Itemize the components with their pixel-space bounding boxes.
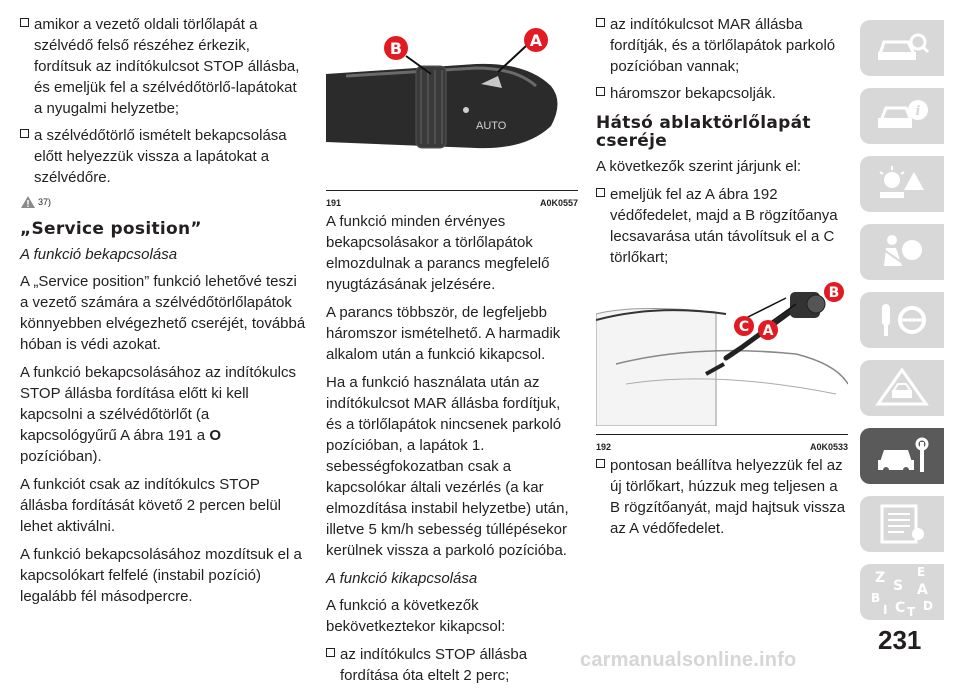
figure-191 xyxy=(326,14,578,182)
list-item xyxy=(20,14,308,119)
label-b: B xyxy=(389,39,403,58)
airbag-seat-icon xyxy=(874,232,930,272)
warning-reference-number: 37) xyxy=(38,196,52,207)
index-letters-icon xyxy=(867,566,937,618)
svg-text:C: C xyxy=(895,600,906,616)
figure-192 xyxy=(596,274,848,426)
checkbox-bullet-icon xyxy=(596,18,605,27)
tab-warning-lights[interactable] xyxy=(860,156,944,212)
figure-number: 191 xyxy=(326,198,342,208)
tab-emergency[interactable] xyxy=(860,360,944,416)
figure-code: A0K0557 xyxy=(539,198,578,208)
figure-number: 192 xyxy=(596,442,612,452)
label-a: A xyxy=(762,323,774,339)
figure-caption-192 xyxy=(596,434,848,452)
subheading-deactivation: A funkció kikapcsolása xyxy=(326,570,478,587)
paragraph: A funkciót csak az indítókulcs STOP állásba fordítását követő 2 percen belül lehet aktiválni. xyxy=(20,476,281,535)
column-1 xyxy=(20,14,308,614)
wiper-stalk-illustration xyxy=(326,14,578,182)
paragraph-text: pozícióban). xyxy=(20,448,102,465)
list-item xyxy=(596,455,848,539)
tab-car-knowledge[interactable] xyxy=(860,20,944,76)
list-item-text: emeljük fel az A ábra 192 védőfedelet, majd a B rögzítőanya lecsavarása után távolítsuk el a C törlőkart; xyxy=(610,186,838,266)
watermark: carmanualsonline.info xyxy=(580,649,797,671)
label-c: C xyxy=(738,319,750,335)
tab-servicing-maintenance[interactable] xyxy=(860,428,944,484)
key-steering-icon xyxy=(874,300,930,340)
tab-safety[interactable] xyxy=(860,224,944,280)
paragraph: A parancs többször, de legfeljebb háromszor ismételhető. A harmadik alkalom után a funkció kikapcsol. xyxy=(326,304,561,363)
paragraph: A funkció bekapcsolásához mozdítsuk el a kapcsolókart felfelé (instabil pozíció) legalább fél másodpercre. xyxy=(20,546,302,605)
svg-text:D: D xyxy=(923,599,933,613)
list-item xyxy=(20,125,308,188)
list-item xyxy=(596,14,848,77)
warning-lights-icon xyxy=(874,164,930,204)
specs-list-icon xyxy=(874,504,930,544)
list-item xyxy=(596,83,848,104)
rear-wiper-illustration xyxy=(596,274,848,426)
section-heading-service-position: „Service position” xyxy=(20,219,202,239)
tab-index[interactable] xyxy=(860,564,944,620)
page-number: 231 xyxy=(878,625,922,655)
checkbox-bullet-icon xyxy=(326,648,335,657)
auto-label: AUTO xyxy=(476,120,507,132)
paragraph: A „Service position” funkció lehetővé teszi a vezető számára a szélvédőtörlőlapátok könnyebben elvégezhető cseréjét, továbbá hóban is védi azokat. xyxy=(20,273,306,353)
checkbox-bullet-icon xyxy=(596,459,605,468)
svg-text:B: B xyxy=(871,591,881,605)
list-item-text: a szélvédőtörlő ismételt bekapcsolása előtt helyezzük vissza a lapátokat a szélvédőre. xyxy=(34,127,287,186)
label-a: A xyxy=(529,31,543,50)
off-symbol: O xyxy=(209,427,221,444)
paragraph xyxy=(20,362,308,467)
list-item-text: pontosan beállítva helyezzük fel az új törlőkart, húzzuk meg teljesen a B rögzítőanyát, majd hajtsuk vissza az A védőfedelet. xyxy=(610,457,846,537)
car-info-icon xyxy=(874,96,930,136)
paragraph-text: A funkció bekapcsolásához az indítókulcs STOP állásba fordítása előtt ki kell kapcsolni a szélvédőtörlőt (a kapcsológyűrű A ábra 191 a xyxy=(20,364,296,444)
paragraph: A funkció minden érvényes bekapcsolásakor a törlőlapátok elmozdulnak a parancs megfelelő nyugtázásának jelzésére. xyxy=(326,213,550,293)
figure-caption-191 xyxy=(326,190,578,208)
svg-text:Z: Z xyxy=(875,570,886,586)
list-item-text: az indítókulcs STOP állásba fordítása óta eltelt 2 perc; xyxy=(340,646,528,684)
car-service-icon xyxy=(874,436,930,476)
list-item-text: az indítókulcsot MAR állásba fordítják, és a törlőlapátok parkoló pozícióban vannak; xyxy=(610,16,836,75)
paragraph: A következők szerint járjunk el: xyxy=(596,158,802,175)
svg-text:I: I xyxy=(883,603,888,617)
list-item-text: háromszor bekapcsolják. xyxy=(610,85,776,102)
svg-text:i: i xyxy=(915,104,921,119)
paragraph: A funkció a következők bekövetkeztekor kikapcsol: xyxy=(326,597,506,635)
svg-text:T: T xyxy=(907,605,916,618)
column-2 xyxy=(326,14,578,692)
figure-code: A0K0533 xyxy=(809,442,848,452)
checkbox-bullet-icon xyxy=(596,87,605,96)
list-item-text: amikor a vezető oldali törlőlapát a szélvédő felső részéhez érkezik, fordítsuk az indítókulcsot STOP állásba, és emeljük fel a szélvédőtörlő-lapátokat a nyugalmi helyzetbe; xyxy=(34,16,300,117)
warning-reference[interactable] xyxy=(20,194,308,210)
tab-technical-specifications[interactable] xyxy=(860,496,944,552)
chapter-tabs xyxy=(860,20,960,632)
warning-triangle-icon xyxy=(20,195,36,209)
car-accident-icon xyxy=(874,368,930,408)
list-item xyxy=(596,184,848,268)
label-b: B xyxy=(828,285,840,301)
svg-text:A: A xyxy=(917,582,928,598)
paragraph: Ha a funkció használata után az indítókulcsot MAR állásba fordítjuk, és a törlőlapátok nincsenek parkoló pozícióban, a lapátok 1. sebességfokozatban csak a kapcsolókar általi vezérlés (a kar elmozdítása instabil helyzetbe) után, illetve 5 km/h sebesség túllépésekor kerülnek vissza a parkoló pozícióba. xyxy=(326,374,569,559)
checkbox-bullet-icon xyxy=(20,18,29,27)
list-item xyxy=(326,644,578,686)
svg-text:S: S xyxy=(893,578,904,594)
checkbox-bullet-icon xyxy=(596,188,605,197)
svg-text:E: E xyxy=(917,566,926,579)
tab-starting-driving[interactable] xyxy=(860,292,944,348)
checkbox-bullet-icon xyxy=(20,129,29,138)
car-search-icon xyxy=(874,28,930,68)
section-heading-rear-wiper: Hátsó ablaktörlőlapát cseréje xyxy=(596,113,811,151)
tab-dashboard[interactable] xyxy=(860,88,944,144)
subheading-activation: A funkció bekapcsolása xyxy=(20,246,178,263)
column-3 xyxy=(596,14,848,545)
